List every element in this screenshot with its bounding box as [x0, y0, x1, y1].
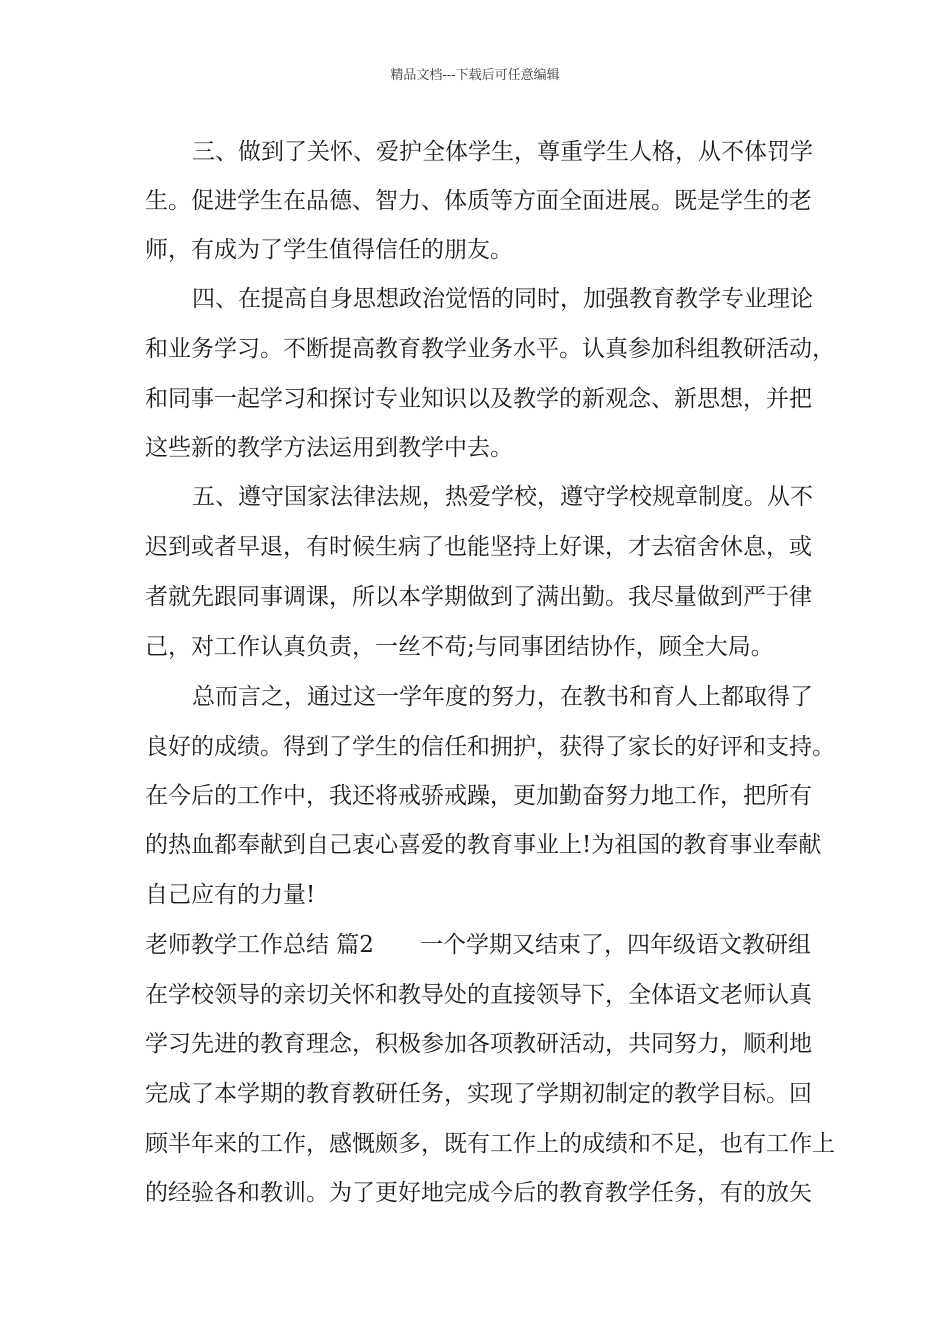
- text-line: 师，有成为了学生值得信任的朋友。: [145, 237, 513, 263]
- text-line: 己，对工作认真负责，一丝不苟;与同事团结协作，顾全大局。: [145, 634, 774, 660]
- text-line: 三、做到了关怀、爱护全体学生，尊重学生人格，从不体罚学: [192, 139, 813, 165]
- text-line: 和同事一起学习和探讨专业知识以及教学的新观念、新思想，并把: [145, 386, 812, 412]
- text-line: 五、遵守国家法律法规，热爱学校，遵守学校规章制度。从不: [192, 484, 813, 510]
- text-line: 这些新的教学方法运用到教学中去。: [145, 435, 513, 461]
- header-note: 精品文档---下载后可任意编辑: [390, 68, 560, 83]
- text-line: 迟到或者早退，有时候生病了也能坚持上好课，才去宿舍休息，或: [145, 534, 812, 560]
- text-line: 在学校领导的亲切关怀和教导处的直接领导下，全体语文老师认真: [145, 982, 812, 1008]
- text-line: 的经验各和教训。为了更好地完成今后的教育教学任务，有的放矢: [145, 1180, 812, 1206]
- text-line: 完成了本学期的教育教研任务，实现了学期初制定的教学目标。回: [145, 1081, 812, 1107]
- section-heading-line: 老师教学工作总结 篇2 一个学期又结束了，四年级语文教研组: [145, 932, 811, 958]
- text-line: 在今后的工作中，我还将戒骄戒躁，更加勤奋努力地工作，把所有: [145, 783, 812, 809]
- text-line: 自己应有的力量!: [145, 882, 316, 908]
- text-line: 学习先进的教育理念，积极参加各项教研活动，共同努力，顺利地: [145, 1031, 812, 1057]
- text-line: 的热血都奉献到自己衷心喜爱的教育事业上!为祖国的教育事业奉献: [145, 832, 822, 858]
- text-line: 生。促进学生在品德、智力、体质等方面全面进展。既是学生的老: [145, 188, 812, 214]
- text-line: 四、在提高自身思想政治觉悟的同时，加强教育教学专业理论: [192, 286, 813, 312]
- text-line: 者就先跟同事调课，所以本学期做到了满出勤。我尽量做到严于律: [145, 584, 812, 610]
- text-line: 和业务学习。不断提高教育教学业务水平。认真参加科组教研活动，: [145, 336, 835, 362]
- text-line: 总而言之，通过这一学年度的努力，在教书和育人上都取得了: [192, 684, 813, 710]
- text-line: 顾半年来的工作，感慨颇多，既有工作上的成绩和不足，也有工作上: [145, 1131, 835, 1157]
- text-line: 良好的成绩。得到了学生的信任和拥护，获得了家长的好评和支持。: [145, 734, 835, 760]
